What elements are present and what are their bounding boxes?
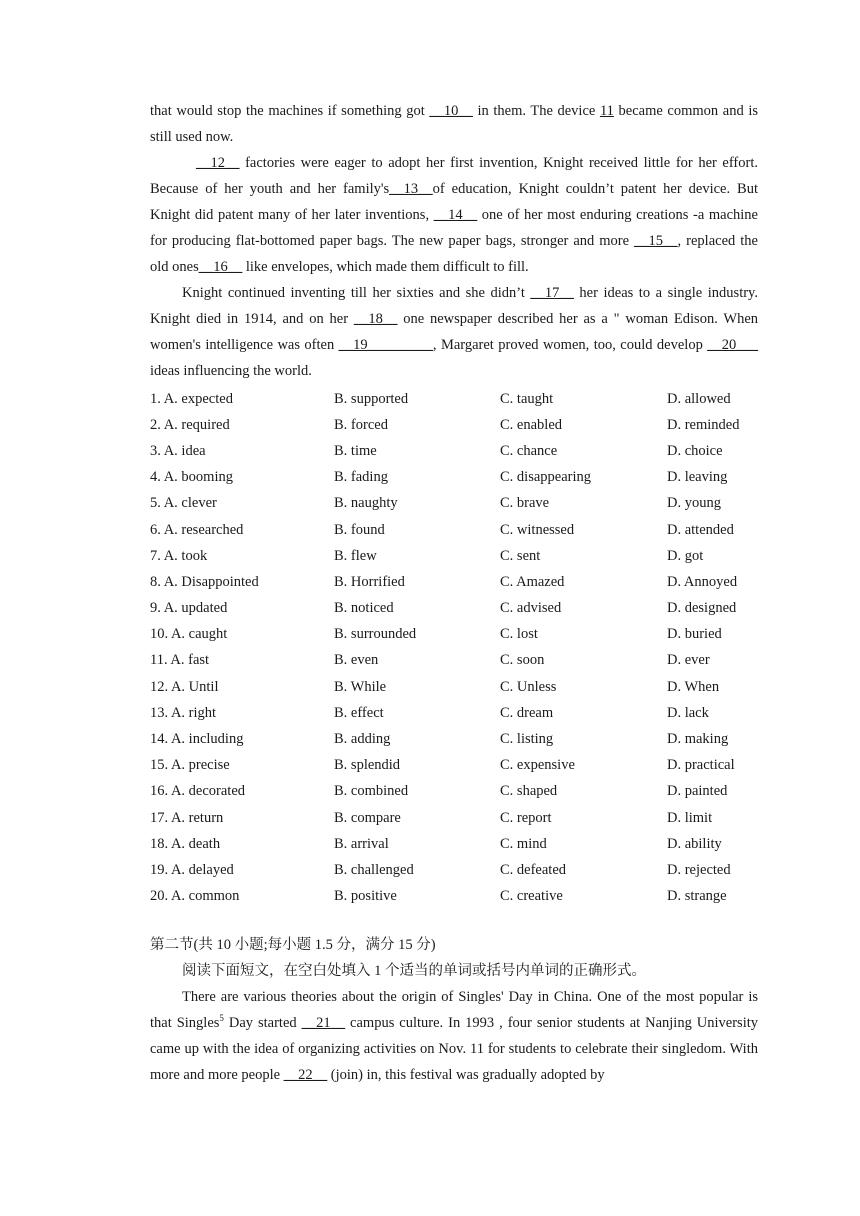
option-10-a: 10. A. caught [150, 626, 228, 643]
option-2-b: B. forced [334, 416, 388, 433]
option-19-a: 19. A. delayed [150, 861, 234, 878]
option-19-c: C. defeated [500, 861, 567, 878]
text: (join) in, this festival was gradually adopted by [327, 1066, 605, 1083]
option-17-a: 17. A. return [150, 809, 224, 826]
option-2-c: C. enabled [500, 416, 563, 433]
option-13-b: B. effect [334, 704, 384, 721]
option-row-9 [150, 596, 758, 622]
option-16-b: B. combined [334, 783, 409, 800]
option-3-b: B. time [334, 442, 377, 459]
passage-paragraph-2 [150, 280, 758, 384]
option-8-b: B. Horrified [334, 573, 405, 590]
option-9-a: 9. A. updated [150, 600, 228, 617]
text: Knight continued inventing till her sixties and she didn’t [182, 285, 531, 301]
option-row-4 [150, 465, 758, 491]
option-18-b: B. arrival [334, 835, 389, 852]
option-15-d: D. practical [667, 757, 735, 774]
blank-16: __16__ [198, 259, 243, 275]
option-3-c: C. chance [500, 442, 558, 459]
document-page [150, 98, 758, 1088]
option-9-d: D. designed [667, 600, 737, 617]
option-5-d: D. young [667, 495, 721, 512]
option-13-c: C. dream [500, 704, 554, 721]
option-1-d: D. allowed [667, 390, 731, 407]
option-14-d: D. making [667, 731, 729, 748]
option-row-5 [150, 491, 758, 517]
section-2 [150, 932, 758, 1088]
passage-paragraph-1 [150, 150, 758, 280]
option-6-c: C. witnessed [500, 521, 575, 538]
option-15-c: C. expensive [500, 757, 575, 774]
text: became common and is still used now. [150, 103, 759, 145]
option-12-d: D. When [667, 678, 720, 695]
option-11-c: C. soon [500, 652, 545, 669]
option-16-a: 16. A. decorated [150, 783, 246, 800]
blank-11: 11 [599, 103, 614, 119]
option-8-d: D. Annoyed [667, 573, 738, 590]
option-10-c: C. lost [500, 626, 538, 643]
option-20-a: 20. A. common [150, 888, 240, 905]
blank-13: __13__ [389, 181, 433, 197]
blank-21: __21__ [301, 1014, 346, 1031]
text: of education, Knight couldn’t patent her device. But Knight did patent many of her later inventions, [150, 181, 758, 223]
text: There are various theories about the origin of Singles' Day in China. One of the most popular is that Singles [150, 988, 758, 1031]
option-18-d: D. ability [667, 835, 722, 852]
option-18-a: 18. A. death [150, 835, 221, 852]
text: one of her most enduring creations -a machine for producing flat-bottomed paper bags. The new paper bags, stronger and more [150, 207, 758, 249]
option-5-a: 5. A. clever [150, 495, 217, 512]
option-10-b: B. surrounded [334, 626, 417, 643]
section-heading: 第二节(共 10 小题;每小题 1.5 分，满分 15 分) [150, 936, 436, 953]
option-1-c: C. taught [500, 390, 554, 407]
option-4-d: D. leaving [667, 469, 728, 486]
blank-15: __15__ [634, 233, 678, 249]
option-row-11 [150, 648, 758, 674]
option-4-b: B. fading [334, 469, 388, 486]
text: in them. The device [472, 103, 600, 119]
option-row-7 [150, 543, 758, 569]
option-16-d: D. painted [667, 783, 728, 800]
text: her ideas to a single industry. Knight died in 1914, and on her [150, 285, 758, 327]
option-20-b: B. positive [334, 888, 397, 905]
option-1-a: 1. A. expected [150, 390, 233, 407]
option-row-13 [150, 700, 758, 726]
option-12-b: B. While [334, 678, 387, 695]
option-12-a: 12. A. Until [150, 678, 219, 695]
option-7-b: B. flew [334, 547, 377, 564]
text: Day started [223, 1014, 302, 1031]
option-11-d: D. ever [667, 652, 710, 669]
option-6-d: D. attended [667, 521, 734, 538]
option-3-d: D. choice [667, 442, 723, 459]
option-row-10 [150, 622, 758, 648]
blank-17: __17__ [530, 285, 574, 301]
option-11-a: 11. A. fast [150, 652, 210, 669]
option-7-c: C. sent [500, 547, 541, 564]
option-14-c: C. listing [500, 731, 554, 748]
option-19-d: D. rejected [667, 861, 731, 878]
text: ideas influencing the world. [150, 363, 312, 379]
option-20-d: D. strange [667, 888, 727, 905]
option-7-a: 7. A. took [150, 547, 208, 564]
text: campus culture. In 1993 , four senior students at Nanjing University came up with the idea of organizing activities on Nov. 11 for students to celebrate their singledom. With more and more people [150, 1014, 758, 1083]
blank-12: __12__ [196, 155, 240, 171]
option-20-c: C. creative [500, 888, 563, 905]
option-10-d: D. buried [667, 626, 722, 643]
option-19-b: B. challenged [334, 861, 414, 878]
option-18-c: C. mind [500, 835, 547, 852]
answer-options [150, 386, 758, 910]
blank-22: __22__ [283, 1066, 328, 1083]
option-row-6 [150, 517, 758, 543]
text: , replaced the old ones [150, 233, 758, 275]
option-15-b: B. splendid [334, 757, 401, 774]
option-row-15 [150, 753, 758, 779]
option-row-2 [150, 412, 758, 438]
option-5-c: C. brave [500, 495, 550, 512]
blank-18: __18__ [353, 311, 398, 327]
option-6-a: 6. A. researched [150, 521, 244, 538]
option-14-b: B. adding [334, 731, 391, 748]
option-row-8 [150, 569, 758, 595]
text: that would stop the machines if something got [150, 103, 430, 119]
option-row-19 [150, 857, 758, 883]
option-5-b: B. naughty [334, 495, 398, 512]
blank-10: __10__ [429, 103, 473, 119]
option-14-a: 14. A. including [150, 731, 244, 748]
option-row-3 [150, 438, 758, 464]
option-4-c: C. disappearing [500, 469, 592, 486]
text: like envelopes, which made them difficult to fill. [242, 259, 529, 275]
option-row-14 [150, 726, 758, 752]
option-3-a: 3. A. idea [150, 442, 206, 459]
option-row-16 [150, 779, 758, 805]
text: , Margaret proved women, too, could develop [432, 337, 708, 353]
option-row-1 [150, 386, 758, 412]
text: one newspaper described her as a " woman Edison. When women's intelligence was often [150, 311, 759, 353]
passage2-paragraph-1 [150, 984, 758, 1088]
option-13-a: 13. A. right [150, 704, 217, 721]
superscript: 5 [219, 1012, 224, 1023]
option-2-d: D. reminded [667, 416, 740, 433]
section-instruction: 阅读下面短文，在空白处填入 1 个适当的单词或括号内单词的正确形式。 [182, 962, 646, 979]
option-8-a: 8. A. Disappointed [150, 573, 259, 590]
option-12-c: C. Unless [500, 678, 557, 695]
option-17-b: B. compare [334, 809, 401, 826]
option-17-d: D. limit [667, 809, 713, 826]
option-row-18 [150, 831, 758, 857]
option-11-b: B. even [334, 652, 379, 669]
option-row-20 [150, 884, 758, 910]
option-row-12 [150, 674, 758, 700]
option-16-c: C. shaped [500, 783, 558, 800]
option-17-c: C. report [500, 809, 552, 826]
option-15-a: 15. A. precise [150, 757, 230, 774]
blank-19: __19_________ [338, 337, 433, 353]
option-9-b: B. noticed [334, 600, 394, 617]
option-13-d: D. lack [667, 704, 709, 721]
blank-20: __20___ [707, 337, 759, 353]
passage-paragraph-0 [150, 98, 758, 150]
text: factories were eager to adopt her first invention, Knight received little for her effort. Because of her youth and her family's [150, 155, 758, 197]
option-row-17 [150, 805, 758, 831]
blank-14: __14__ [433, 207, 478, 223]
option-6-b: B. found [334, 521, 385, 538]
option-1-b: B. supported [334, 390, 409, 407]
option-7-d: D. got [667, 547, 704, 564]
option-2-a: 2. A. required [150, 416, 230, 433]
option-4-a: 4. A. booming [150, 469, 233, 486]
option-8-c: C. Amazed [500, 573, 565, 590]
option-9-c: C. advised [500, 600, 562, 617]
